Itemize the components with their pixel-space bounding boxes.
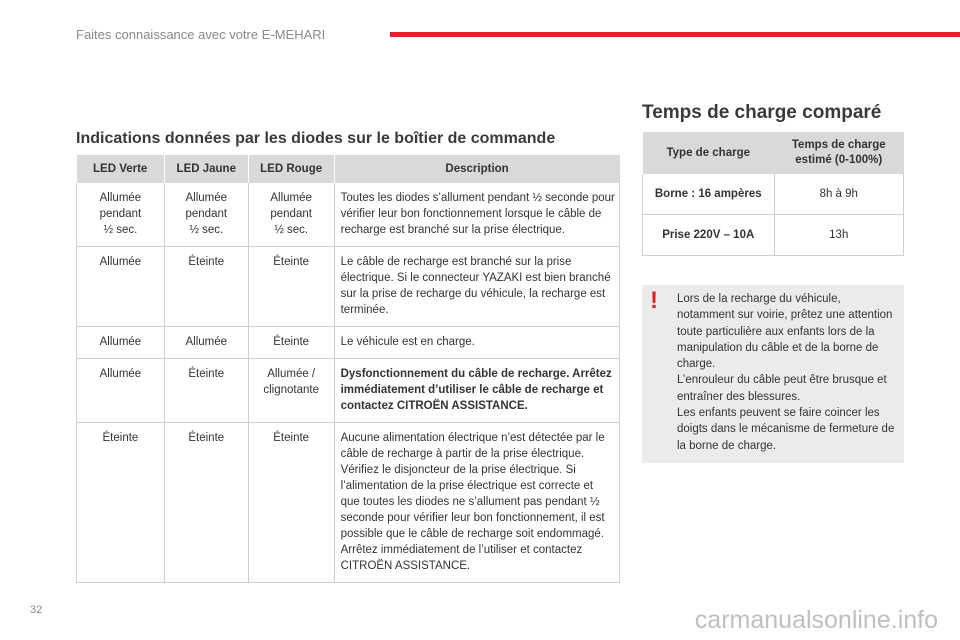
cell-description: Le câble de recharge est branché sur la prise électrique. Si le connecteur YAZAKI est bien branché sur la prise de recharge du véhicule, la recharge est terminée. [334, 247, 619, 327]
watermark: carmanualsonline.info [694, 606, 938, 634]
charge-table [642, 132, 904, 256]
warning-text [677, 291, 899, 454]
col-header-time: Temps de charge estimé (0-100%) [774, 132, 904, 174]
exclamation-icon: ! [650, 287, 658, 314]
cell-rouge-text: Allumée / clignotante [263, 368, 319, 396]
led-section-title: Indications données par les diodes sur le boîtier de commande [76, 130, 556, 147]
header-text: Faites connaissance avec votre E-MEHARI [76, 27, 326, 42]
cell-charge-time: 13h [774, 215, 904, 256]
cell-jaune: Allumée [164, 327, 248, 359]
table-row [77, 327, 620, 359]
table-row [643, 215, 904, 256]
cell-rouge [248, 359, 334, 423]
table-row [77, 247, 620, 327]
table-row [643, 174, 904, 215]
col-header-led-rouge: LED Rouge [248, 155, 334, 183]
charge-table-header [643, 132, 904, 174]
table-row [77, 183, 620, 247]
cell-rouge-text: Allumée pendant ½ sec. [270, 192, 312, 236]
cell-description-warning: Dysfonctionnement du câble de recharge. Arrêtez immédiatement d’utiliser le câble de recharge et contactez CITROËN ASSISTANCE. [334, 359, 619, 423]
col-header-type: Type de charge [643, 132, 775, 174]
cell-charge-time: 8h à 9h [774, 174, 904, 215]
cell-rouge [248, 183, 334, 247]
cell-jaune: Éteinte [164, 423, 248, 583]
col-header-led-jaune: LED Jaune [164, 155, 248, 183]
cell-jaune: Éteinte [164, 359, 248, 423]
cell-verte: Éteinte [77, 423, 165, 583]
cell-description: Toutes les diodes s’allument pendant ½ seconde pour vérifier leur bon fonctionnement lorsque le câble de recharge est branché sur la prise électrique. [334, 183, 619, 247]
col-header-description: Description [334, 155, 619, 183]
cell-description: Le véhicule est en charge. [334, 327, 619, 359]
cell-jaune [164, 183, 248, 247]
table-row [77, 359, 620, 423]
page-number: 32 [30, 604, 43, 616]
led-table-header [77, 155, 620, 183]
header-bar [390, 32, 960, 37]
cell-verte-text: Allumée pendant ½ sec. [99, 192, 142, 236]
led-table [76, 155, 620, 583]
warning-text-1: Lors de la recharge du véhicule, notamment sur voirie, prêtez une attention toute particulière aux enfants lors de la manipulation du câble et de la borne de charge. [677, 293, 893, 371]
cell-charge-type: Prise 220V – 10A [643, 215, 775, 256]
cell-rouge: Éteinte [248, 327, 334, 359]
table-row [77, 423, 620, 583]
cell-rouge: Éteinte [248, 247, 334, 327]
cell-description: Aucune alimentation électrique n’est détectée par le câble de recharge à partir de la prise électrique. Vérifiez le disjoncteur de la prise électrique. Si l’alimentation de la prise électrique est correcte et que toutes les diodes ne s’allument pas pendant ½ seconde pour vérifier leur bon fonctionnement, il est possible que le câble de recharge soit endommagé. Arrêtez immédiatement de l’utiliser et contactez CITROËN ASSISTANCE. [334, 423, 619, 583]
cell-jaune-text: Allumée pendant ½ sec. [185, 192, 228, 236]
cell-verte [77, 183, 165, 247]
charge-section-title: Temps de charge comparé [642, 102, 882, 123]
cell-verte: Allumée [77, 247, 165, 327]
cell-verte: Allumée [77, 359, 165, 423]
warning-text-3: Les enfants peuvent se faire coincer les doigts dans le mécanisme de fermeture de la borne de charge. [677, 407, 895, 452]
cell-rouge: Éteinte [248, 423, 334, 583]
col-header-led-verte: LED Verte [77, 155, 165, 183]
cell-jaune: Éteinte [164, 247, 248, 327]
cell-charge-type: Borne : 16 ampères [643, 174, 775, 215]
warning-box [642, 285, 904, 463]
cell-verte: Allumée [77, 327, 165, 359]
warning-text-2: L’enrouleur du câble peut être brusque et entraîner des blessures. [677, 374, 887, 403]
